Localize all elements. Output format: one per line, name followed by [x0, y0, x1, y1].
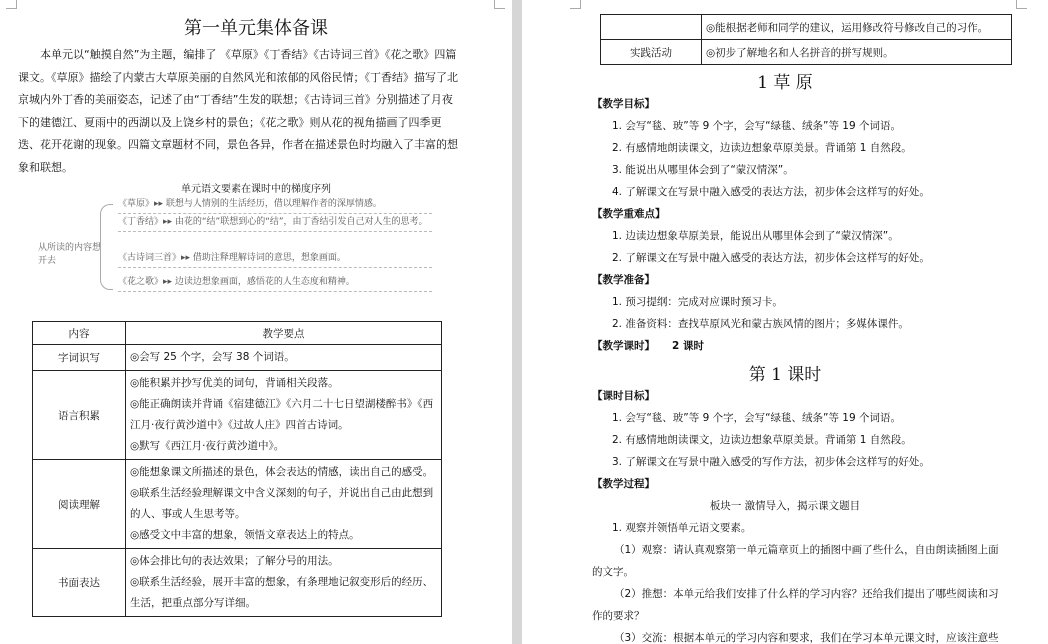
table-cell: ◎能根据老师和同学的建议，运用修改符号修改自己的习作。 — [702, 15, 1012, 40]
table-cell — [126, 549, 442, 617]
key-item: 2. 了解课文在写景中融入感受的表达方法，初步体会这样写的好处。 — [612, 252, 930, 264]
table-row-label: 语言积累 — [33, 371, 126, 460]
table-cell-line: ◎体会排比句的表达效果；了解分号的用法。 — [130, 555, 339, 567]
table-header: 内容 — [33, 322, 126, 345]
lesson-title: 1 草 原 — [757, 73, 813, 93]
goal-item: 3. 能说出从哪里体会到了“蒙汉情深”。 — [612, 164, 794, 176]
left-page — [0, 0, 512, 644]
table-cell-line: ◎能正确朗读并背诵《宿建德江》《六月二十七日望湖楼醉书》《西江月·夜行黄沙道中》《过故人庄》四首古诗词。 — [130, 398, 434, 431]
process-step: 作的要求？ — [592, 610, 645, 622]
process-step: 的文字。 — [592, 566, 634, 578]
table-cell-line: ◎能想象课文所描述的景色，体会表达的情感，读出自己的感受。 — [130, 466, 434, 478]
diagram-caption: 单元语文要素在课时中的梯度序列 — [181, 184, 331, 195]
table-row-label: 字词识写 — [33, 345, 126, 371]
table-row — [33, 345, 442, 371]
goal-item: 4. 了解课文在写景中融入感受的表达方法，初步体会这样写的好处。 — [612, 186, 930, 198]
diagram-brace — [100, 204, 113, 290]
period-goal-item: 1. 会写“毯、玻”等 9 个字，会写“绿毯、绒条”等 19 个词语。 — [612, 412, 902, 424]
diagram-row: 《古诗词三首》▸▸ 借助注释理解诗词的意思，想象画面。 — [118, 252, 432, 268]
period-title: 第 1 课时 — [748, 365, 822, 385]
table-cell: ◎初步了解地名和人名拼音的拼写规则。 — [702, 40, 1012, 65]
teaching-points-table — [32, 321, 442, 617]
process-step: 1. 观察并领悟单元语文要素。 — [612, 522, 752, 534]
table-row — [33, 371, 442, 460]
period-goal-item: 2. 有感情地朗读课文，边读边想象草原美景。背诵第 1 自然段。 — [612, 434, 912, 446]
intro-paragraph: 本单元以“触摸自然”为主题，编排了 《草原》《丁香结》《古诗词三首》《花之歌》四篇课文。《草原》描绘了内蒙古大草原美丽的自然风光和浓郁的风俗民情；《丁香结》描写了北京城内外丁香的美丽姿态，记述了由“丁香结”生发的联想；《古诗词三首》分别描述了月夜下的建德江、夏雨中的西湖以及上饶乡村的景色；《花之歌》则从花的视角描画了四季更迭、花开花谢的现象。四篇文章题材不同，景色各异，作者在描述景色时均融入了丰富的想象和联想。 — [18, 48, 458, 174]
goal-item: 2. 有感情地朗读课文，边读边想象草原美景。背诵第 1 自然段。 — [612, 142, 912, 154]
table-cell — [126, 371, 442, 460]
section-heading: 【课时目标】 — [592, 390, 655, 402]
table-cell-line: ◎感受文中丰富的想象，领悟文章表达上的特点。 — [130, 529, 360, 541]
table-row — [601, 40, 1012, 65]
table-row-label: 实践活动 — [601, 40, 702, 65]
teaching-points-table-cont — [600, 14, 1012, 65]
prep-item: 2. 准备资料：查找草原风光和蒙古族风情的图片；多媒体课件。 — [612, 318, 909, 330]
table-header: 教学要点 — [126, 322, 442, 345]
diagram-row: 《草原》▸▸ 联想与人情别的生活经历，借以理解作者的深厚情感。 — [118, 198, 432, 214]
table-row — [601, 15, 1012, 40]
section-heading: 【教学课时】 — [592, 340, 655, 352]
process-step: （2）推想：本单元给我们安排了什么样的学习内容？还给我们提出了哪些阅读和习 — [614, 588, 999, 600]
table-cell-line: ◎能积累并抄写优美的词句，背诵相关段落。 — [130, 377, 339, 389]
section-heading: 【教学目标】 — [592, 98, 655, 110]
process-step: （3）交流：根据本单元的学习内容和要求，我们在学习本单元课文时，应该注意些 — [614, 632, 999, 644]
goal-item: 1. 会写“毯、玻”等 9 个字，会写“绿毯、绒条”等 19 个词语。 — [612, 120, 902, 132]
table-row-label: 阅读理解 — [33, 460, 126, 549]
crop-mark — [494, 0, 505, 9]
table-cell-line: ◎联系生活经验，展开丰富的想象，有条理地记叙变形后的经历、生活，把重点部分写详细。 — [130, 576, 434, 609]
table-cell-line: ◎联系生活经验理解课文中含义深刻的句子，并说出自己由此想到的人、事或人生思考等。 — [130, 487, 434, 520]
table-row — [33, 549, 442, 617]
table-cell: ◎会写 25 个字，会写 38 个词语。 — [126, 345, 442, 371]
right-page — [522, 0, 1048, 644]
gradient-diagram — [30, 196, 440, 296]
crop-mark — [570, 0, 581, 9]
section-heading: 【教学过程】 — [592, 478, 655, 490]
period-goal-item: 3. 了解课文在写景中融入感受的写作方法，初步体会这样写的好处。 — [612, 456, 930, 468]
table-row-label — [601, 15, 702, 40]
crop-mark — [6, 0, 17, 9]
section-heading: 【教学准备】 — [592, 274, 655, 286]
prep-item: 1. 预习提纲：完成对应课时预习卡。 — [612, 296, 783, 308]
process-step: （1）观察：请认真观察第一单元篇章页上的插图中画了些什么，自由朗读插图上面 — [614, 544, 999, 556]
crop-mark — [1016, 0, 1027, 9]
diagram-row: 《丁香结》▸▸ 由花的“结”联想到心的“结”，由丁香结引发自己对人生的思考。 — [118, 216, 432, 232]
hours-value: 2 课时 — [672, 340, 704, 352]
diagram-left-label: 从所读的内容想开去 — [38, 243, 102, 266]
table-cell-line: ◎默写《西江月·夜行黄沙道中》。 — [130, 440, 285, 452]
page-gap — [512, 0, 522, 644]
table-row-label: 书面表达 — [33, 549, 126, 617]
table-cell — [126, 460, 442, 549]
module-heading: 板块一 激情导入，揭示课文题目 — [709, 500, 861, 512]
table-row — [33, 460, 442, 549]
diagram-row: 《花之歌》▸▸ 边读边想象画面，感悟花的人生态度和精神。 — [118, 276, 432, 292]
key-item: 1. 边读边想象草原美景，能说出从哪里体会到了“蒙汉情深”。 — [612, 230, 899, 242]
page-title: 第一单元集体备课 — [184, 18, 328, 39]
section-heading: 【教学重难点】 — [592, 208, 666, 220]
